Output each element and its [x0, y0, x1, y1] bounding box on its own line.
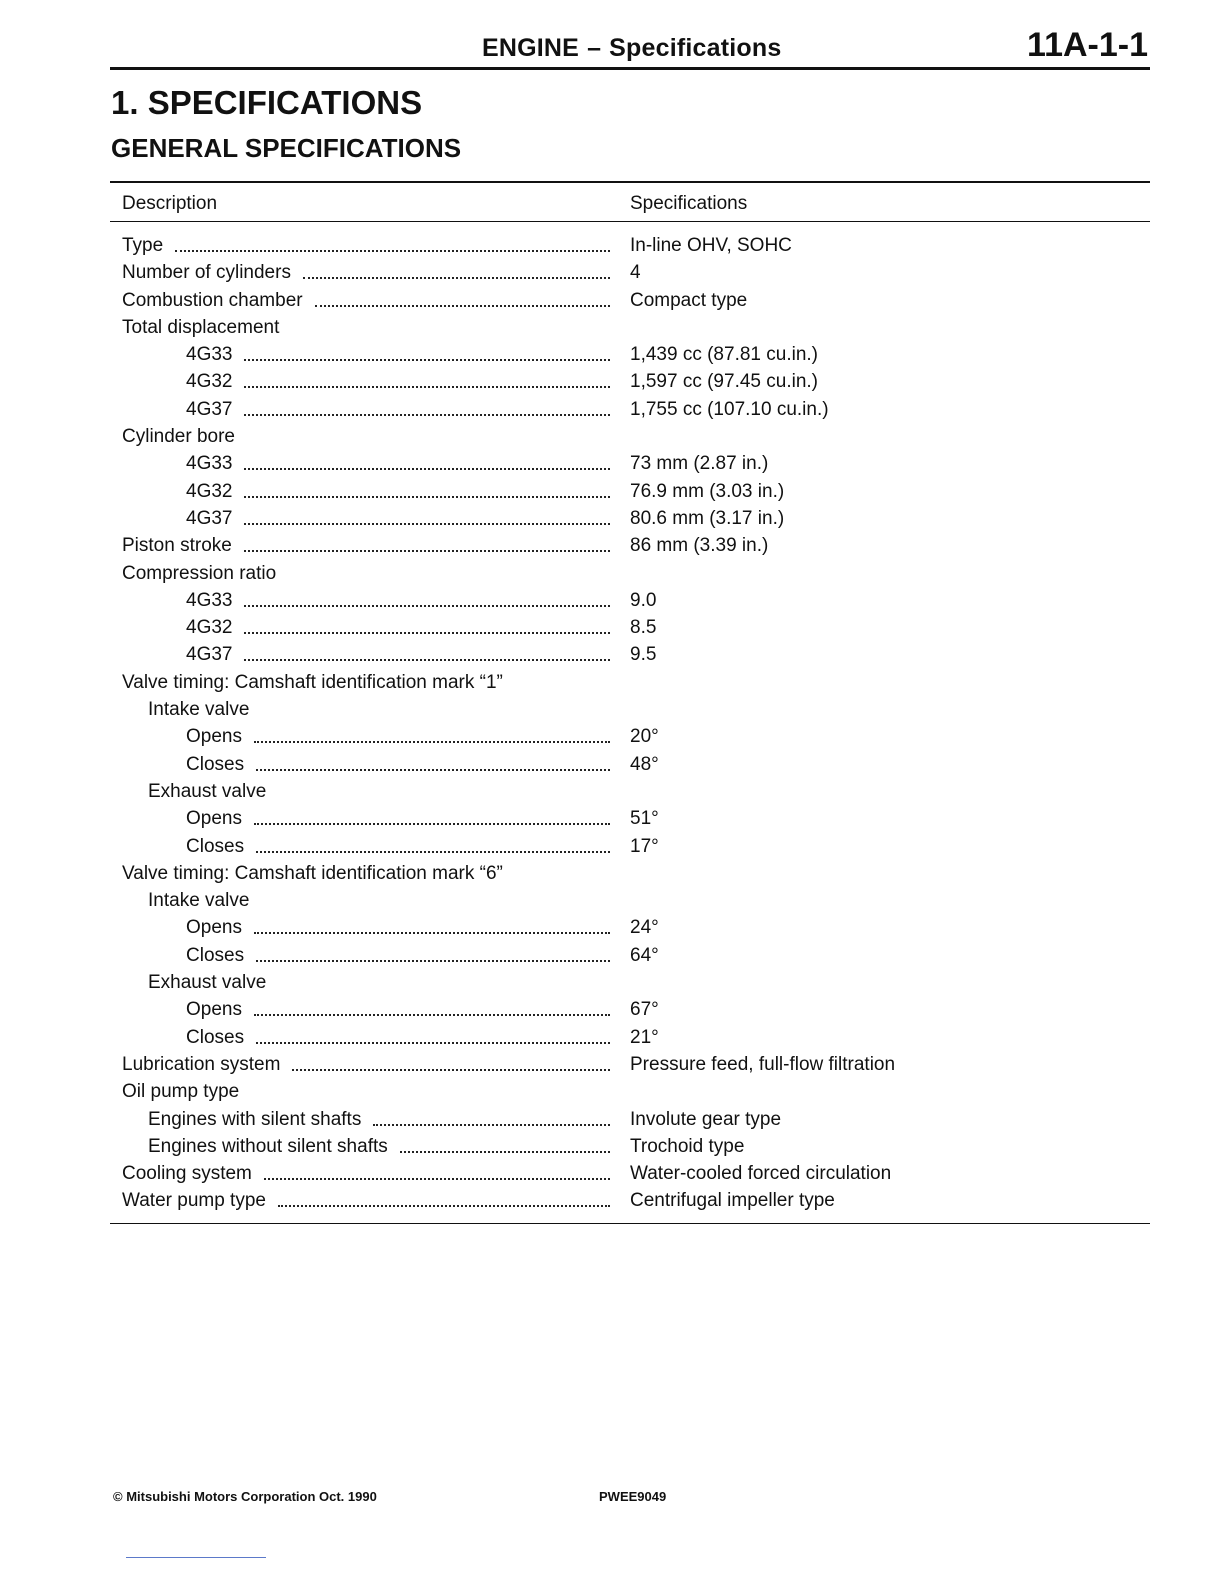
row-label-text: Type [122, 235, 164, 256]
row-value: 76.9 mm (3.03 in.) [630, 480, 785, 502]
row-label [186, 1024, 610, 1051]
header-rule [110, 67, 1150, 70]
row-value: Involute gear type [630, 1108, 782, 1130]
dot-leader [244, 587, 610, 607]
row-value: 9.0 [630, 589, 657, 611]
row-label-text: Exhaust valve [148, 780, 267, 802]
row-label-text: 4G33 [186, 589, 233, 611]
table-row [110, 1187, 1150, 1214]
dot-leader [244, 532, 610, 552]
row-label [186, 723, 610, 750]
row-label [186, 914, 610, 941]
footer-document-code: PWEE9049 [599, 1489, 667, 1504]
row-label [122, 1160, 610, 1187]
table-row [110, 969, 1150, 996]
table-row [110, 259, 1150, 286]
row-label [122, 1078, 239, 1105]
row-label [122, 1051, 610, 1078]
footer-copyright: © Mitsubishi Motors Corporation Oct. 1990 [113, 1489, 377, 1504]
row-value: 86 mm (3.39 in.) [630, 535, 769, 557]
row-value: Pressure feed, full-flow filtration [630, 1053, 896, 1075]
table-row [110, 314, 1150, 341]
table-row [110, 478, 1150, 505]
row-label [186, 805, 610, 832]
table-row [110, 887, 1150, 914]
table-row [110, 1133, 1150, 1160]
dot-leader [254, 996, 610, 1016]
row-label-text: Lubrication system [122, 1053, 281, 1075]
row-value: 1,597 cc (97.45 cu.in.) [630, 371, 818, 393]
row-label-text: Compression ratio [122, 562, 277, 584]
dot-leader [256, 833, 610, 853]
row-label [186, 641, 610, 668]
dot-leader [254, 805, 610, 825]
table-row [110, 287, 1150, 314]
row-label [148, 1133, 610, 1160]
table-bottom-rule [110, 1223, 1150, 1225]
dot-leader [244, 450, 610, 470]
table-row [110, 860, 1150, 887]
table-row [110, 396, 1150, 423]
dot-leader [278, 1187, 610, 1207]
row-label-text: 4G37 [186, 507, 233, 529]
dot-leader [256, 942, 610, 962]
row-label-text: Closes [186, 1026, 245, 1048]
table-row [110, 1160, 1150, 1187]
section-title: 1. SPECIFICATIONS [111, 84, 423, 121]
subsection-title: GENERAL SPECIFICATIONS [111, 133, 462, 163]
row-label-text: 4G33 [186, 344, 233, 366]
row-label-text: Closes [186, 835, 245, 857]
row-value: 1,439 cc (87.81 cu.in.) [630, 344, 818, 366]
row-label-text: 4G32 [186, 480, 233, 502]
table-row [110, 614, 1150, 641]
table-body [110, 222, 1150, 1223]
row-label-text: Valve timing: Camshaft identification mark “6” [122, 862, 503, 884]
table-row [110, 423, 1150, 450]
row-value: Centrifugal impeller type [630, 1190, 835, 1212]
dot-leader [244, 478, 610, 498]
header-topic: Specifications [609, 34, 782, 62]
row-label-text: 4G33 [186, 453, 233, 475]
row-label-text: Cooling system [122, 1163, 252, 1185]
dot-leader [244, 341, 610, 361]
running-header [482, 34, 781, 63]
table-header [110, 183, 1150, 221]
row-value: Compact type [630, 289, 748, 311]
row-label-text: Engines with silent shafts [148, 1108, 362, 1130]
row-label [186, 341, 610, 368]
column-header-specifications: Specifications [630, 192, 748, 214]
dot-leader [303, 259, 610, 279]
row-label [148, 1106, 610, 1133]
row-label [122, 560, 276, 587]
row-label [122, 532, 610, 559]
row-label [122, 669, 503, 696]
dot-leader [254, 723, 610, 743]
page-number: 11A-1-1 [1027, 26, 1148, 64]
row-label-text: Valve timing: Camshaft identification mark “1” [122, 671, 503, 693]
row-label [122, 1187, 610, 1214]
dot-leader [292, 1051, 610, 1071]
table-row [110, 1078, 1150, 1105]
row-label [122, 259, 610, 286]
dot-leader [400, 1133, 610, 1153]
row-value: 8.5 [630, 617, 657, 639]
row-value: In-line OHV, SOHC [630, 235, 792, 256]
row-value: 67° [630, 999, 659, 1021]
row-label [122, 423, 235, 450]
column-header-description: Description [122, 192, 218, 214]
row-label [186, 396, 610, 423]
row-label-text: Combustion chamber [122, 289, 303, 311]
row-value: 20° [630, 726, 659, 748]
dot-leader [244, 505, 610, 525]
row-label-text: Engines without silent shafts [148, 1135, 388, 1157]
table-row [110, 696, 1150, 723]
header-chapter: ENGINE [482, 34, 580, 62]
row-label-text: 4G32 [186, 371, 233, 393]
row-label-text: Number of cylinders [122, 262, 291, 284]
row-label-text: Oil pump type [122, 1081, 240, 1103]
row-value: 51° [630, 808, 659, 830]
row-label [186, 996, 610, 1023]
bottom-divider [126, 1557, 266, 1558]
row-value: 17° [630, 835, 659, 857]
row-label-text: Closes [186, 944, 245, 966]
row-label [186, 478, 610, 505]
table-row [110, 368, 1150, 395]
table-row [110, 942, 1150, 969]
dot-leader [244, 368, 610, 388]
table-row [110, 751, 1150, 778]
row-value: 64° [630, 944, 659, 966]
row-label [186, 450, 610, 477]
dot-leader [256, 751, 610, 771]
row-label-text: 4G32 [186, 617, 233, 639]
row-label-text: 4G37 [186, 398, 233, 420]
row-label [186, 942, 610, 969]
row-label [122, 232, 610, 259]
dot-leader [244, 396, 610, 416]
row-value: 80.6 mm (3.17 in.) [630, 507, 785, 529]
table-row [110, 232, 1150, 259]
row-label [148, 887, 249, 914]
row-value: Trochoid type [630, 1135, 745, 1157]
table-row [110, 1106, 1150, 1133]
dot-leader [175, 232, 610, 252]
row-label-text: Opens [186, 726, 242, 748]
row-label-text: Water pump type [122, 1190, 266, 1212]
row-label-text: Intake valve [148, 699, 250, 721]
row-value: 4 [630, 262, 641, 284]
row-label-text: Intake valve [148, 890, 250, 912]
row-label [186, 505, 610, 532]
table-row [110, 641, 1150, 668]
row-label-text: Total displacement [122, 316, 280, 338]
dot-leader [264, 1160, 610, 1180]
row-label-text: Opens [186, 917, 242, 939]
dot-leader [254, 914, 610, 934]
row-value: 73 mm (2.87 in.) [630, 453, 769, 475]
row-value: 48° [630, 753, 659, 775]
table-row [110, 996, 1150, 1023]
row-label-text: Opens [186, 999, 242, 1021]
row-value: 1,755 cc (107.10 cu.in.) [630, 398, 829, 420]
row-label [148, 778, 266, 805]
row-label [148, 969, 266, 996]
table-row [110, 1051, 1150, 1078]
row-value: Water-cooled forced circulation [630, 1163, 892, 1185]
dot-leader [315, 287, 610, 307]
row-label-text: Exhaust valve [148, 972, 267, 994]
row-label [148, 696, 249, 723]
row-label-text: Opens [186, 808, 242, 830]
row-value: 24° [630, 917, 659, 939]
table-row [110, 914, 1150, 941]
dot-leader [256, 1024, 610, 1044]
dot-leader [244, 641, 610, 661]
row-label [122, 314, 279, 341]
dot-leader [244, 614, 610, 634]
row-label [186, 587, 610, 614]
row-label-text: 4G37 [186, 644, 233, 666]
table-row [110, 805, 1150, 832]
header-separator: – [587, 34, 602, 62]
table-row [110, 669, 1150, 696]
row-label [186, 833, 610, 860]
table-row [110, 833, 1150, 860]
row-label [186, 751, 610, 778]
row-label-text: Piston stroke [122, 535, 232, 557]
row-value: 21° [630, 1026, 659, 1048]
row-label [186, 368, 610, 395]
table-row [110, 505, 1150, 532]
row-label-text: Closes [186, 753, 245, 775]
row-label [186, 614, 610, 641]
row-label [122, 287, 610, 314]
table-row [110, 723, 1150, 750]
table-row [110, 341, 1150, 368]
table-row [110, 532, 1150, 559]
table-row [110, 1024, 1150, 1051]
table-row [110, 778, 1150, 805]
row-label-text: Cylinder bore [122, 426, 235, 448]
dot-leader [373, 1106, 610, 1126]
row-value: 9.5 [630, 644, 657, 666]
table-row [110, 450, 1150, 477]
table-row [110, 560, 1150, 587]
row-label [122, 860, 503, 887]
specifications-table [110, 181, 1150, 1224]
table-row [110, 587, 1150, 614]
